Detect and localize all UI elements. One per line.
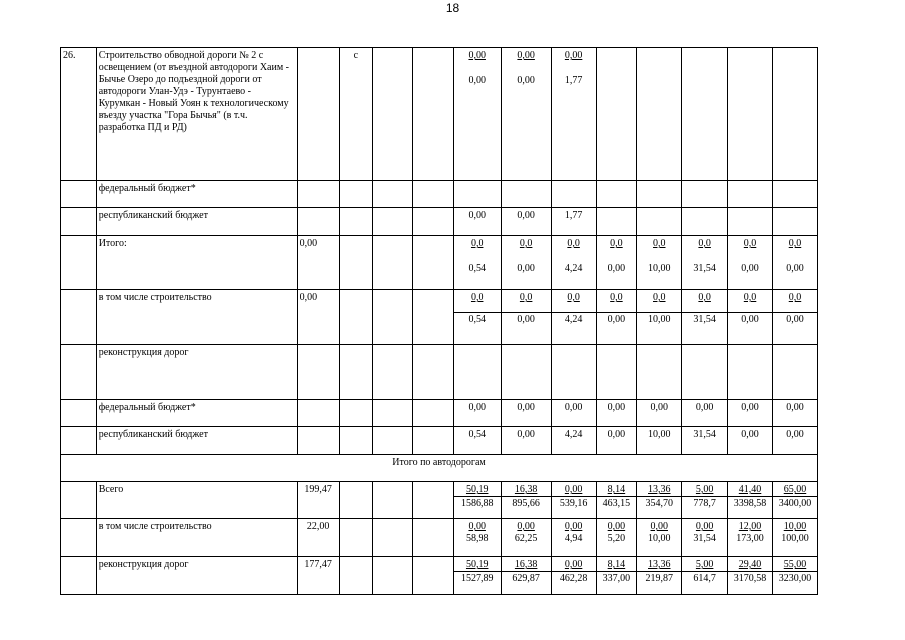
value-cell: 4,24 bbox=[551, 427, 596, 455]
value-cell: 0,0 10,00 bbox=[637, 290, 682, 345]
value-cell: 0,0 0,00 bbox=[772, 236, 817, 290]
value-cell: 0,00 62,25 bbox=[501, 519, 551, 557]
value-cell: 0,0 4,24 bbox=[551, 236, 596, 290]
value-cell: 0,0 0,54 bbox=[453, 236, 501, 290]
table-row-federal-budget bbox=[61, 181, 818, 208]
value-cell: 0,0 0,00 bbox=[772, 290, 817, 345]
value-cell: 31,54 bbox=[682, 427, 728, 455]
value-cell: 0,00 bbox=[596, 427, 637, 455]
row-label: в том числе строительство bbox=[96, 519, 297, 557]
value-cell: 0,00 539,16 bbox=[551, 482, 596, 519]
row-label: реконструкция дорог bbox=[96, 345, 297, 400]
value-cell: 0,00 bbox=[564, 50, 583, 61]
value-cell: 0,00 bbox=[468, 75, 486, 86]
value-cell: 0,00 bbox=[596, 400, 637, 427]
value-cell: 0,0 0,54 bbox=[453, 290, 501, 345]
row-label: республиканский бюджет bbox=[96, 427, 297, 455]
table-row-section bbox=[61, 455, 818, 482]
section-title: Итого по автодорогам bbox=[61, 455, 818, 482]
row-label: реконструкция дорог bbox=[96, 557, 297, 595]
value-cell: 0,00 bbox=[468, 50, 486, 61]
value-cell: 10,00 100,00 bbox=[772, 519, 817, 557]
value-cell: 0,0 0,00 bbox=[596, 290, 637, 345]
value-cell: 0,00 bbox=[772, 400, 817, 427]
value-cell: 0,0 31,54 bbox=[682, 290, 728, 345]
row-label: в том числе строительство bbox=[96, 290, 297, 345]
value-cell: 55,00 3230,00 bbox=[772, 557, 817, 595]
table-row-federal-budget bbox=[61, 400, 818, 427]
page-number: 18 bbox=[445, 1, 460, 15]
row-label: Всего bbox=[96, 482, 297, 519]
value-cell: 29,40 3170,58 bbox=[728, 557, 773, 595]
value-cell: 0,00 bbox=[728, 400, 773, 427]
value-cell: 65,00 3400,00 bbox=[772, 482, 817, 519]
row-total: 0,00 bbox=[297, 290, 339, 345]
value-cell: 0,0 0,00 bbox=[501, 236, 551, 290]
value-cell: 0,00 bbox=[772, 427, 817, 455]
value-cell: 1,77 bbox=[551, 208, 596, 236]
value-cell: 12,00 173,00 bbox=[728, 519, 773, 557]
value-cell: 5,00 614,7 bbox=[682, 557, 728, 595]
value-cell: 8,14 463,15 bbox=[596, 482, 637, 519]
value-cell: 0,0 0,00 bbox=[596, 236, 637, 290]
table-row-total-construction bbox=[61, 519, 818, 557]
value-cell: 0,0 4,24 bbox=[551, 290, 596, 345]
row-total: 0,00 bbox=[297, 236, 339, 290]
value-cell: 16,38 895,66 bbox=[501, 482, 551, 519]
value-cell: 0,00 58,98 bbox=[453, 519, 501, 557]
row-total: 177,47 bbox=[297, 557, 339, 595]
object-type: с bbox=[339, 48, 373, 181]
value-cell: 0,00 bbox=[517, 50, 535, 61]
value-cell: 0,0 0,00 bbox=[501, 290, 551, 345]
value-cell: 8,14 337,00 bbox=[596, 557, 637, 595]
value-cell: 0,54 bbox=[453, 427, 501, 455]
table-row-26 bbox=[61, 48, 818, 181]
budget-table bbox=[60, 47, 818, 595]
value-cell: 0,00 bbox=[551, 400, 596, 427]
table-row-total bbox=[61, 482, 818, 519]
value-cell: 0,00 bbox=[637, 400, 682, 427]
value-cell: 1,77 bbox=[564, 75, 583, 86]
value-cell: 16,38 629,87 bbox=[501, 557, 551, 595]
table-row-itogo bbox=[61, 236, 818, 290]
value-cell: 0,00 10,00 bbox=[637, 519, 682, 557]
object-name: Строительство обводной дороги № 2 с освещением (от въездной автодороги Хаим - Бычье Озеро до подъездной дороги от автодороги Улан-Удэ - Турунтаево - Курумкан - Новый Уоян к технологическому въезду участка "Гора Бычья" (в т.ч. разработка ПД и РД) bbox=[96, 48, 297, 181]
value-cell: 0,0 0,00 bbox=[728, 290, 773, 345]
table-row-total-reconstruction bbox=[61, 557, 818, 595]
row-label: федеральный бюджет* bbox=[96, 400, 297, 427]
value-cell: 0,00 bbox=[501, 400, 551, 427]
value-cell: 50,19 1586,88 bbox=[453, 482, 501, 519]
table-row-republic-budget bbox=[61, 427, 818, 455]
value-cell: 0,0 31,54 bbox=[682, 236, 728, 290]
value-cell: 0,0 10,00 bbox=[637, 236, 682, 290]
value-cell: 0,00 462,28 bbox=[551, 557, 596, 595]
value-cell: 0,00 bbox=[501, 427, 551, 455]
value-cell: 0,00 bbox=[453, 208, 501, 236]
table-row-reconstruction bbox=[61, 345, 818, 400]
value-cell: 0,00 4,94 bbox=[551, 519, 596, 557]
value-cell: 0,00 31,54 bbox=[682, 519, 728, 557]
table-row-republic-budget bbox=[61, 208, 818, 236]
row-total: 199,47 bbox=[297, 482, 339, 519]
value-cell: 0,0 0,00 bbox=[728, 236, 773, 290]
value-cell: 10,00 bbox=[637, 427, 682, 455]
value-cell: 13,36 219,87 bbox=[637, 557, 682, 595]
value-cell: 13,36 354,70 bbox=[637, 482, 682, 519]
row-label: республиканский бюджет bbox=[96, 208, 297, 236]
table-row-construction bbox=[61, 290, 818, 345]
row-label: Итого: bbox=[96, 236, 297, 290]
value-cell: 0,00 bbox=[728, 427, 773, 455]
value-cell: 41,40 3398,58 bbox=[728, 482, 773, 519]
value-cell: 0,00 bbox=[682, 400, 728, 427]
row-number: 26. bbox=[61, 48, 97, 181]
value-cell: 0,00 5,20 bbox=[596, 519, 637, 557]
value-cell: 0,00 bbox=[501, 208, 551, 236]
value-cell: 0,00 bbox=[517, 75, 535, 86]
value-cell: 50,19 1527,89 bbox=[453, 557, 501, 595]
row-total: 22,00 bbox=[297, 519, 339, 557]
value-cell: 0,00 bbox=[453, 400, 501, 427]
row-label: федеральный бюджет* bbox=[96, 181, 297, 208]
value-cell: 5,00 778,7 bbox=[682, 482, 728, 519]
